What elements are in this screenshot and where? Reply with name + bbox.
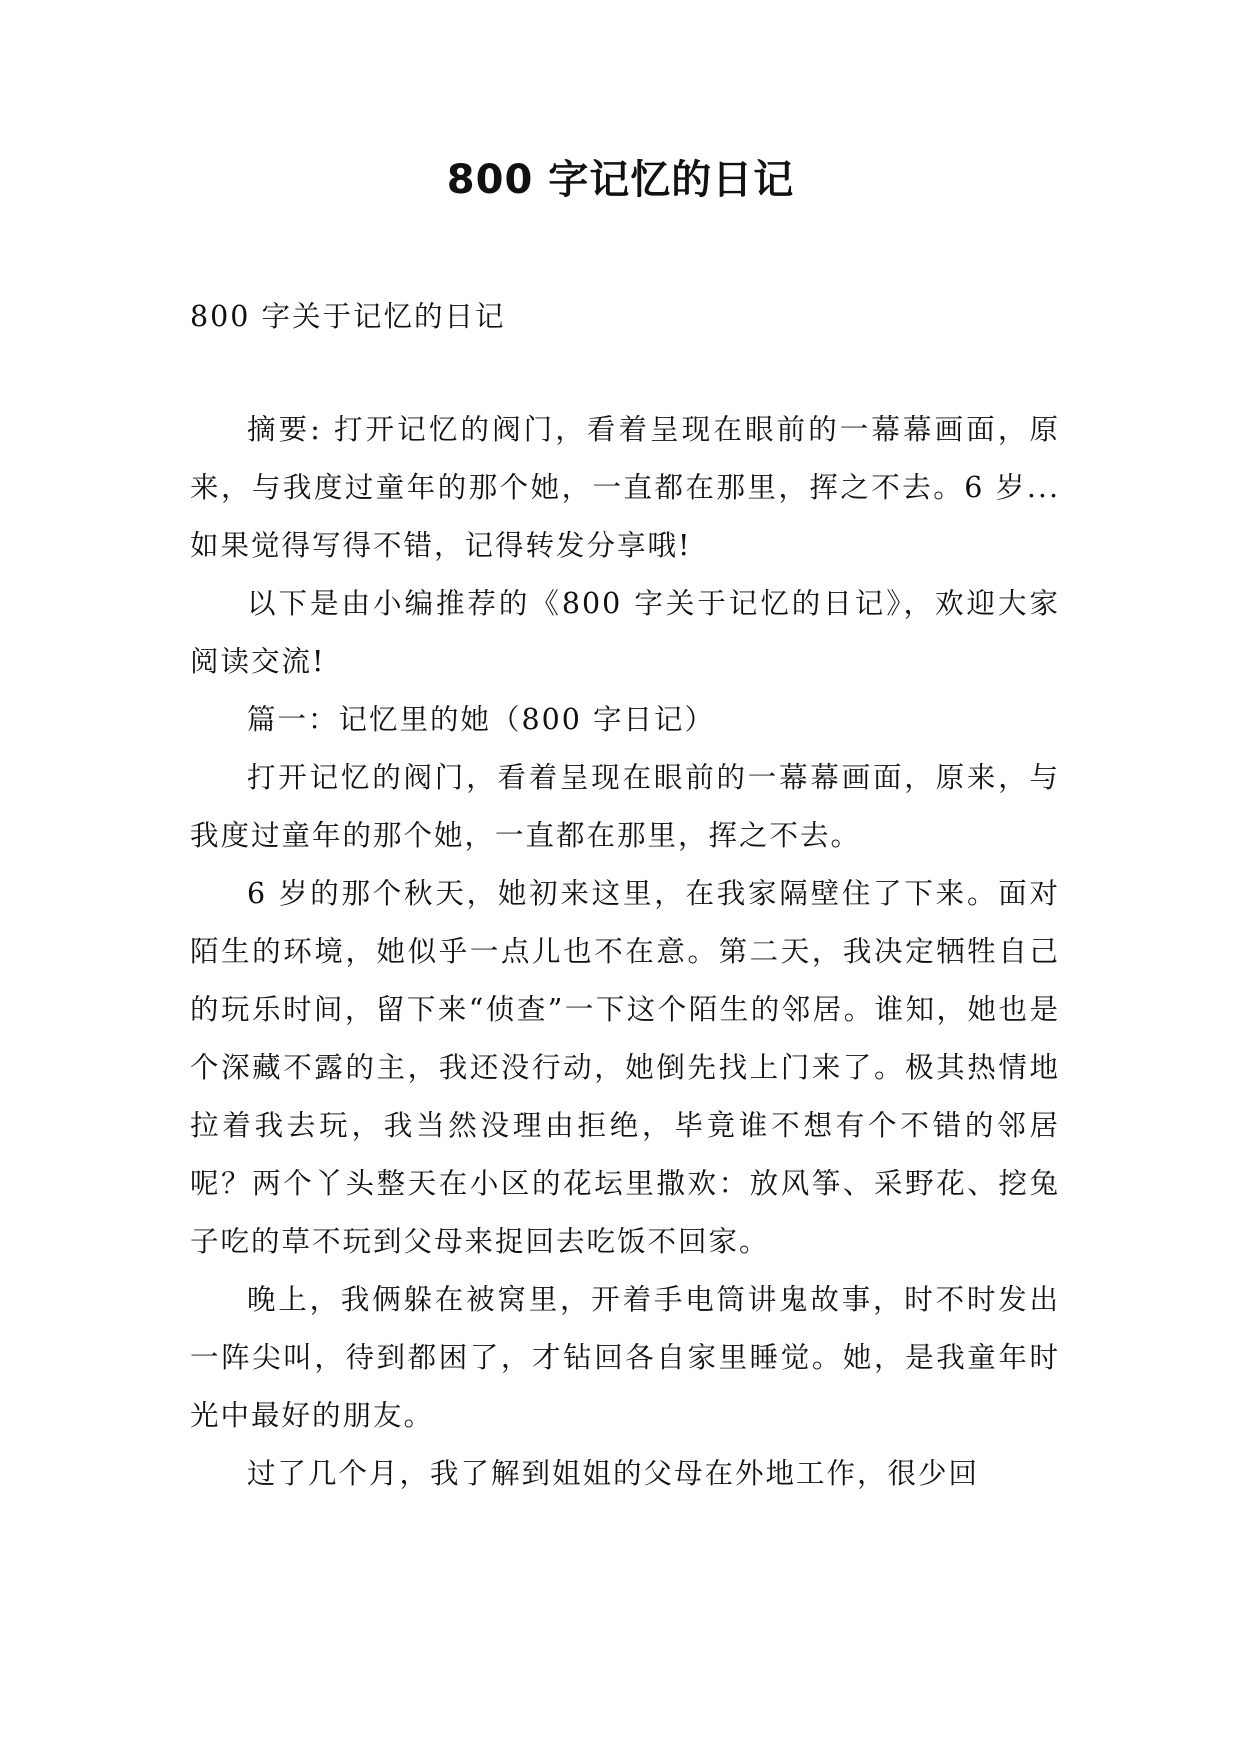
intro-paragraph: 以下是由小编推荐的《800 字关于记忆的日记》，欢迎大家阅读交流! — [190, 587, 1060, 678]
abstract-paragraph: 摘要: 打开记忆的阀门，看着呈现在眼前的一幕幕画面，原来，与我度过童年的那个她，一直都在那里，挥之不去。6 岁... 如果觉得写得不错，记得转发分享哦! — [190, 413, 1060, 562]
document-title: 800 字记忆的日记 — [446, 157, 795, 203]
document-subtitle: 800 字关于记忆的日记 — [190, 300, 506, 333]
body-paragraph: 打开记忆的阀门，看着呈现在眼前的一幕幕画面，原来，与我度过童年的那个她，一直都在那里，挥之不去。 — [190, 761, 1060, 852]
document-body — [190, 401, 1060, 1503]
body-paragraph: 过了几个月，我了解到姐姐的父母在外地工作，很少回 — [247, 1457, 980, 1490]
section-heading: 篇一：记忆里的她（800 字日记） — [247, 703, 715, 736]
body-paragraph: 6 岁的那个秋天，她初来这里，在我家隔壁住了下来。面对陌生的环境，她似乎一点儿也不在意。第二天，我决定牺牲自己的玩乐时间，留下来“侦查”一下这个陌生的邻居。谁知，她也是个深藏不露的主，我还没行动，她倒先找上门来了。极其热情地拉着我去玩，我当然没理由拒绝，毕竟谁不想有个不错的邻居呢？两个丫头整天在小区的花坛里撒欢：放风筝、采野花、挖兔子吃的草不玩到父母来捉回去吃饭不回家。 — [190, 877, 1060, 1258]
body-paragraph: 晚上，我俩躲在被窝里，开着手电筒讲鬼故事，时不时发出一阵尖叫，待到都困了，才钻回各自家里睡觉。她，是我童年时光中最好的朋友。 — [190, 1283, 1060, 1432]
